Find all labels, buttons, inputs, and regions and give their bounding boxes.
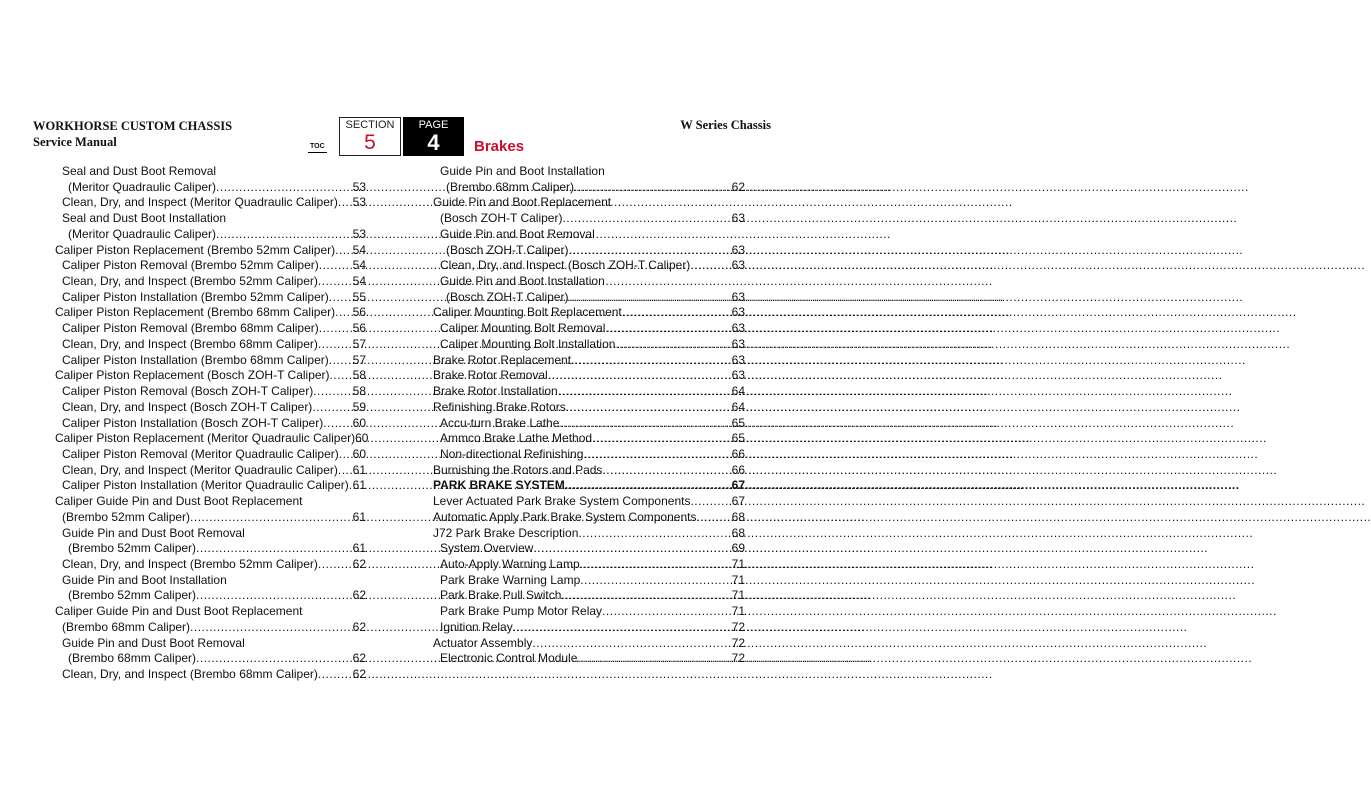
toc-entry[interactable] xyxy=(433,227,745,243)
toc-entry[interactable] xyxy=(433,195,745,211)
toc-entry[interactable] xyxy=(433,541,745,557)
toc-entry-page: 63 xyxy=(731,242,745,257)
toc-entry-page: 53 xyxy=(352,179,366,194)
toc-entry-page: 71 xyxy=(731,572,745,587)
toc-entry-page: 60 xyxy=(352,415,366,430)
toc-entry-page: 62 xyxy=(352,619,366,634)
toc-entry-page: 61 xyxy=(352,478,366,493)
toc-entry-page: 60 xyxy=(355,431,369,446)
toc-entry-page: 67 xyxy=(731,494,745,509)
toc-entry-title: System Overview xyxy=(440,541,534,556)
page-indicator xyxy=(403,117,464,156)
toc-entry-title: Caliper Piston Replacement (Meritor Quadraulic Caliper) xyxy=(55,431,356,446)
toc-entry-page: 55 xyxy=(352,289,366,304)
toc-entry-page: 54 xyxy=(352,242,366,257)
toc-entry-title: Accu-turn Brake Lathe xyxy=(440,415,560,430)
toc-entry[interactable] xyxy=(433,384,745,400)
toc-entry-title: Automatic Apply Park Brake System Components xyxy=(433,509,697,524)
toc-entry-title: Caliper Guide Pin and Dust Boot Replacement xyxy=(55,604,303,619)
dot-leader xyxy=(622,305,732,321)
toc-entry-title: Clean, Dry, and Inspect (Meritor Quadraulic Caliper) xyxy=(62,462,338,477)
toc-entry[interactable] xyxy=(55,667,366,683)
toc-entry[interactable] xyxy=(433,447,745,463)
toc-entry[interactable] xyxy=(55,541,366,557)
page-number: 4 xyxy=(427,130,440,155)
toc-entry-page: 54 xyxy=(352,274,366,289)
toc-entry-page: 64 xyxy=(731,399,745,414)
toc-entry-page: 63 xyxy=(731,289,745,304)
toc-entry-title: Guide Pin and Boot Installation xyxy=(440,274,605,289)
chapter-title: Brakes xyxy=(474,138,525,155)
manual-type: Service Manual xyxy=(33,135,117,149)
section-indicator xyxy=(339,117,401,156)
toc-entry[interactable] xyxy=(433,305,745,321)
toc-entry[interactable] xyxy=(433,620,745,636)
toc-entry-page: 72 xyxy=(731,651,745,666)
toc-entry[interactable] xyxy=(433,290,745,306)
toc-entry-page: 66 xyxy=(731,446,745,461)
toc-entry-page: 54 xyxy=(352,258,366,273)
toc-entry[interactable] xyxy=(433,211,745,227)
toc-entry-title: Ammco Brake Lathe Method xyxy=(440,431,593,446)
toc-entry-title: (Meritor Quadraulic Caliper) xyxy=(68,226,217,241)
toc-entry-title: Caliper Piston Removal (Brembo 68mm Caliper) xyxy=(62,321,319,336)
dot-leader xyxy=(319,321,353,337)
toc-entry-title: Guide Pin and Dust Boot Removal xyxy=(62,635,245,650)
toc-entry-page: 53 xyxy=(352,226,366,241)
section-label: SECTION xyxy=(345,119,395,131)
toc-entry-page: 64 xyxy=(731,384,745,399)
toc-entry[interactable] xyxy=(433,604,745,620)
dot-leader xyxy=(318,274,353,290)
toc-entry[interactable] xyxy=(55,353,366,369)
toc-entry-page: 61 xyxy=(352,462,366,477)
toc-entry-page: 56 xyxy=(352,305,366,320)
toc-entry-title: Refinishing Brake Rotors xyxy=(433,399,566,414)
toc-entry-title: Caliper Piston Installation (Bosch ZOH-T Caliper) xyxy=(62,415,324,430)
toc-entry[interactable] xyxy=(55,243,366,259)
dot-leader xyxy=(690,494,731,510)
toc-entry-title: (Bosch ZOH-T Caliper) xyxy=(446,289,569,304)
toc-entry-title: Caliper Mounting Bolt Installation xyxy=(440,336,616,351)
toc-entry-title: Guide Pin and Boot Installation xyxy=(440,164,605,178)
toc-entry[interactable] xyxy=(433,463,745,479)
toc-entry-title: Auto-Apply Warning Lamp xyxy=(440,556,580,571)
toc-entry[interactable] xyxy=(433,651,745,667)
dot-leader xyxy=(216,227,353,243)
toc-entry-page: 58 xyxy=(352,368,366,383)
toc-entry-title: Caliper Piston Replacement (Bosch ZOH-T Caliper) xyxy=(55,368,330,383)
toc-entry[interactable] xyxy=(433,510,745,526)
dot-leader xyxy=(561,588,731,604)
toc-entry-page: 62 xyxy=(352,651,366,666)
toc-entry-title: Clean, Dry, and Inspect (Bosch ZOH-T Caliper) xyxy=(62,399,313,414)
toc-right-column xyxy=(433,164,745,667)
toc-entry-page: 53 xyxy=(352,195,366,210)
dot-leader xyxy=(566,400,732,416)
toc-entry[interactable] xyxy=(55,447,366,463)
toc-entry-page: 61 xyxy=(352,541,366,556)
dot-leader xyxy=(602,463,731,479)
toc-entry-page: 56 xyxy=(352,321,366,336)
toc-entry-title: Electronic Control Module xyxy=(440,651,578,666)
toc-entry[interactable] xyxy=(55,478,366,494)
dot-leader xyxy=(558,384,732,400)
toc-entry-title: (Bosch ZOH-T Caliper) xyxy=(440,211,563,226)
toc-entry-page: 62 xyxy=(731,179,745,194)
toc-entry-title: Caliper Piston Removal (Bosch ZOH-T Caliper) xyxy=(62,384,314,399)
toc-entry[interactable] xyxy=(55,588,366,604)
dot-leader xyxy=(190,510,353,526)
toc-entry[interactable] xyxy=(433,258,745,274)
toc-entry[interactable] xyxy=(433,431,745,447)
dot-leader xyxy=(580,573,731,589)
section-number: 5 xyxy=(364,131,376,154)
toc-entry-title: Clean, Dry, and Inspect (Brembo 68mm Caliper) xyxy=(62,667,318,681)
toc-entry-page: 59 xyxy=(352,399,366,414)
toc-entry[interactable] xyxy=(55,368,366,384)
toc-entry[interactable] xyxy=(55,211,366,227)
toc-entry[interactable] xyxy=(55,494,366,510)
toc-entry[interactable] xyxy=(433,494,745,510)
dot-leader xyxy=(568,290,731,306)
dot-leader xyxy=(580,557,732,573)
toc-entry-title: Clean, Dry, and Inspect (Brembo 52mm Caliper) xyxy=(62,556,318,571)
toc-entry-title: Caliper Piston Installation (Brembo 52mm Caliper) xyxy=(62,289,329,304)
toc-entry-title: Brake Rotor Removal xyxy=(433,368,548,383)
dot-leader xyxy=(329,353,353,369)
dot-leader xyxy=(318,337,353,353)
toc-entry[interactable] xyxy=(55,604,366,620)
chassis-series-title: W Series Chassis xyxy=(680,118,771,132)
toc-entry[interactable] xyxy=(433,557,745,573)
toc-entry-title: (Meritor Quadraulic Caliper) xyxy=(68,179,217,194)
dot-leader xyxy=(190,620,353,636)
toc-entry[interactable] xyxy=(433,274,745,290)
dot-leader xyxy=(339,447,353,463)
dot-leader xyxy=(533,541,731,557)
toc-entry-title: Caliper Piston Installation (Brembo 68mm Caliper) xyxy=(62,352,329,367)
toc-entry-title: Park Brake Pump Motor Relay xyxy=(440,604,603,619)
dot-leader xyxy=(513,620,732,636)
dot-leader xyxy=(696,510,731,526)
toc-entry-page: 63 xyxy=(731,321,745,336)
toc-entry[interactable] xyxy=(433,478,745,494)
toc-entry[interactable] xyxy=(55,510,366,526)
toc-entry[interactable] xyxy=(55,305,366,321)
publisher-title: WORKHORSE CUSTOM CHASSIS xyxy=(33,119,233,133)
dot-leader xyxy=(323,416,352,432)
toc-entry-title: Guide Pin and Dust Boot Removal xyxy=(62,525,245,540)
toc-entry[interactable] xyxy=(55,651,366,667)
toc-left-column xyxy=(55,164,369,683)
toc-entry-title: Seal and Dust Boot Removal xyxy=(62,164,217,178)
dot-leader xyxy=(313,384,352,400)
dot-leader xyxy=(548,368,732,384)
dot-leader xyxy=(318,667,353,683)
dot-leader xyxy=(571,353,732,369)
dot-leader xyxy=(216,180,353,196)
toc-entry-page: 72 xyxy=(731,635,745,650)
dot-leader xyxy=(338,195,353,211)
toc-entry-title: Clean, Dry, and Inspect (Brembo 52mm Caliper) xyxy=(62,274,318,289)
toc-entry-page: 57 xyxy=(352,352,366,367)
dot-leader xyxy=(602,604,732,620)
toc-entry-page: 71 xyxy=(731,604,745,619)
toc-entry-title: Burnishing the Rotors and Pads xyxy=(433,462,603,477)
toc-entry-page: 71 xyxy=(731,588,745,603)
toc-entry-title: Guide Pin and Boot Removal xyxy=(440,226,595,241)
toc-entry-page: 57 xyxy=(352,336,366,351)
toc-entry[interactable] xyxy=(433,321,745,337)
toc-entry-page: 68 xyxy=(731,525,745,540)
toc-entry-page: 67 xyxy=(731,478,745,493)
toc-entry-title: Caliper Mounting Bolt Replacement xyxy=(433,305,622,320)
dot-leader xyxy=(577,651,731,667)
toc-entry[interactable] xyxy=(433,573,745,589)
toc-entry-title: (Brembo 68mm Caliper) xyxy=(68,651,197,666)
toc-entry[interactable] xyxy=(55,416,366,432)
toc-entry[interactable] xyxy=(433,180,745,196)
dot-leader xyxy=(196,541,353,557)
toc-entry[interactable] xyxy=(433,636,745,652)
toc-entry-page: 63 xyxy=(731,258,745,273)
toc-entry-title: Clean, Dry, and Inspect (Brembo 68mm Caliper) xyxy=(62,336,318,351)
dot-leader xyxy=(562,211,731,227)
dot-leader xyxy=(329,290,353,306)
toc-entry-title: PARK BRAKE SYSTEM xyxy=(433,478,565,493)
toc-entry-page: 63 xyxy=(731,211,745,226)
toc-entry-title: (Bosch ZOH-T Caliper) xyxy=(446,242,569,257)
dot-leader xyxy=(330,368,353,384)
toc-entry-title: Park Brake Pull Switch xyxy=(440,588,562,603)
toc-entry[interactable] xyxy=(433,243,745,259)
toc-entry[interactable] xyxy=(433,526,745,542)
toc-entry-page: 63 xyxy=(731,305,745,320)
toc-entry-title: Caliper Piston Removal (Meritor Quadraulic Caliper) xyxy=(62,446,339,461)
toc-entry-page: 63 xyxy=(731,336,745,351)
toc-entry-title: (Brembo 52mm Caliper) xyxy=(62,509,191,524)
toc-entry-page: 58 xyxy=(352,384,366,399)
manual-header-left xyxy=(33,118,232,150)
dot-leader xyxy=(335,305,353,321)
toc-entry[interactable] xyxy=(433,400,745,416)
dot-leader xyxy=(532,636,731,652)
dot-leader xyxy=(583,447,731,463)
toc-entry-page: 62 xyxy=(352,588,366,603)
toc-entry-page: 72 xyxy=(731,619,745,634)
dot-leader xyxy=(335,243,353,259)
toc-entry-title: Brake Rotor Installation xyxy=(433,384,558,399)
toc-entry[interactable] xyxy=(55,321,366,337)
dot-leader xyxy=(338,463,353,479)
toc-entry[interactable] xyxy=(433,337,745,353)
toc-entry[interactable] xyxy=(55,227,366,243)
toc-entry-title: J72 Park Brake Description xyxy=(433,525,579,540)
toc-entry-page: 63 xyxy=(731,352,745,367)
toc-entry[interactable] xyxy=(55,557,366,573)
toc-entry-title: Actuator Assembly xyxy=(433,635,533,650)
dot-leader xyxy=(196,588,353,604)
toc-entry-title: Caliper Guide Pin and Dust Boot Replacement xyxy=(55,494,303,509)
toc-entry-page: 69 xyxy=(731,541,745,556)
toc-entry[interactable] xyxy=(55,180,366,196)
toc-entry[interactable] xyxy=(433,164,745,180)
toc-link[interactable]: TOC xyxy=(308,142,327,153)
toc-entry[interactable] xyxy=(55,195,366,211)
toc-entry-title: Guide Pin and Boot Installation xyxy=(62,572,227,587)
toc-entry[interactable] xyxy=(55,258,366,274)
toc-entry-title: Seal and Dust Boot Installation xyxy=(62,211,227,226)
toc-entry-page: 62 xyxy=(352,667,366,681)
toc-entry[interactable] xyxy=(55,164,366,180)
dot-leader xyxy=(578,526,731,542)
dot-leader xyxy=(605,321,731,337)
dot-leader xyxy=(568,243,731,259)
dot-leader xyxy=(690,258,731,274)
toc-entry-title: Caliper Mounting Bolt Removal xyxy=(440,321,606,336)
toc-entry-title: Clean, Dry, and Inspect (Bosch ZOH-T Caliper) xyxy=(440,258,691,273)
toc-entry-title: Brake Rotor Replacement xyxy=(433,352,572,367)
toc-entry-page: 68 xyxy=(731,509,745,524)
toc-entry-title: Guide Pin and Boot Replacement xyxy=(433,195,612,210)
toc-entry-title: Caliper Piston Installation (Meritor Quadraulic Caliper) xyxy=(62,478,349,493)
toc-entry-title: Park Brake Warning Lamp xyxy=(440,572,581,587)
dot-leader xyxy=(196,651,353,667)
toc-entry-title: Ignition Relay xyxy=(440,619,513,634)
toc-entry-page: 61 xyxy=(352,509,366,524)
toc-entry[interactable] xyxy=(55,337,366,353)
dot-leader xyxy=(565,478,732,494)
dot-leader xyxy=(318,557,353,573)
toc-entry-title: Caliper Piston Replacement (Brembo 68mm Caliper) xyxy=(55,305,336,320)
toc-entry[interactable] xyxy=(55,274,366,290)
toc-entry[interactable] xyxy=(55,573,366,589)
toc-entry-title: (Brembo 52mm Caliper) xyxy=(68,541,197,556)
dot-leader xyxy=(559,416,731,432)
toc-entry-title: (Brembo 68mm Caliper) xyxy=(62,619,191,634)
toc-entry-title: Clean, Dry, and Inspect (Meritor Quadraulic Caliper) xyxy=(62,195,338,210)
toc-entry[interactable] xyxy=(433,416,745,432)
toc-entry-title: (Brembo 52mm Caliper) xyxy=(68,588,197,603)
toc-entry-title: Non-directional Refinishing xyxy=(440,446,584,461)
toc-entry-page: 62 xyxy=(352,556,366,571)
toc-entry[interactable] xyxy=(55,400,366,416)
toc-entry-page: 71 xyxy=(731,556,745,571)
toc-entry-page: 66 xyxy=(731,462,745,477)
dot-leader xyxy=(592,431,732,447)
toc-entry-page: 65 xyxy=(731,431,745,446)
toc-entry-page: 65 xyxy=(731,415,745,430)
toc-entry[interactable] xyxy=(55,384,366,400)
toc-entry-title: Caliper Piston Replacement (Brembo 52mm Caliper) xyxy=(55,242,336,257)
toc-entry[interactable] xyxy=(433,353,745,369)
toc-entry-page: 60 xyxy=(352,446,366,461)
toc-entry[interactable] xyxy=(55,463,366,479)
toc-entry-title: Caliper Piston Removal (Brembo 52mm Caliper) xyxy=(62,258,319,273)
toc-entry[interactable] xyxy=(55,290,366,306)
dot-leader xyxy=(319,258,353,274)
dot-leader xyxy=(574,180,732,196)
page-label: PAGE xyxy=(418,119,449,131)
toc-entry-title: Lever Actuated Park Brake System Components xyxy=(433,494,691,509)
toc-entry[interactable] xyxy=(55,636,366,652)
toc-entry[interactable] xyxy=(55,431,369,447)
toc-entry[interactable] xyxy=(433,368,745,384)
toc-entry-page: 63 xyxy=(731,368,745,383)
dot-leader xyxy=(312,400,352,416)
dot-leader xyxy=(615,337,731,353)
toc-entry-title: (Brembo 68mm Caliper) xyxy=(446,179,575,194)
toc-entry[interactable] xyxy=(55,620,366,636)
toc-entry[interactable] xyxy=(433,588,745,604)
toc-entry[interactable] xyxy=(55,526,366,542)
